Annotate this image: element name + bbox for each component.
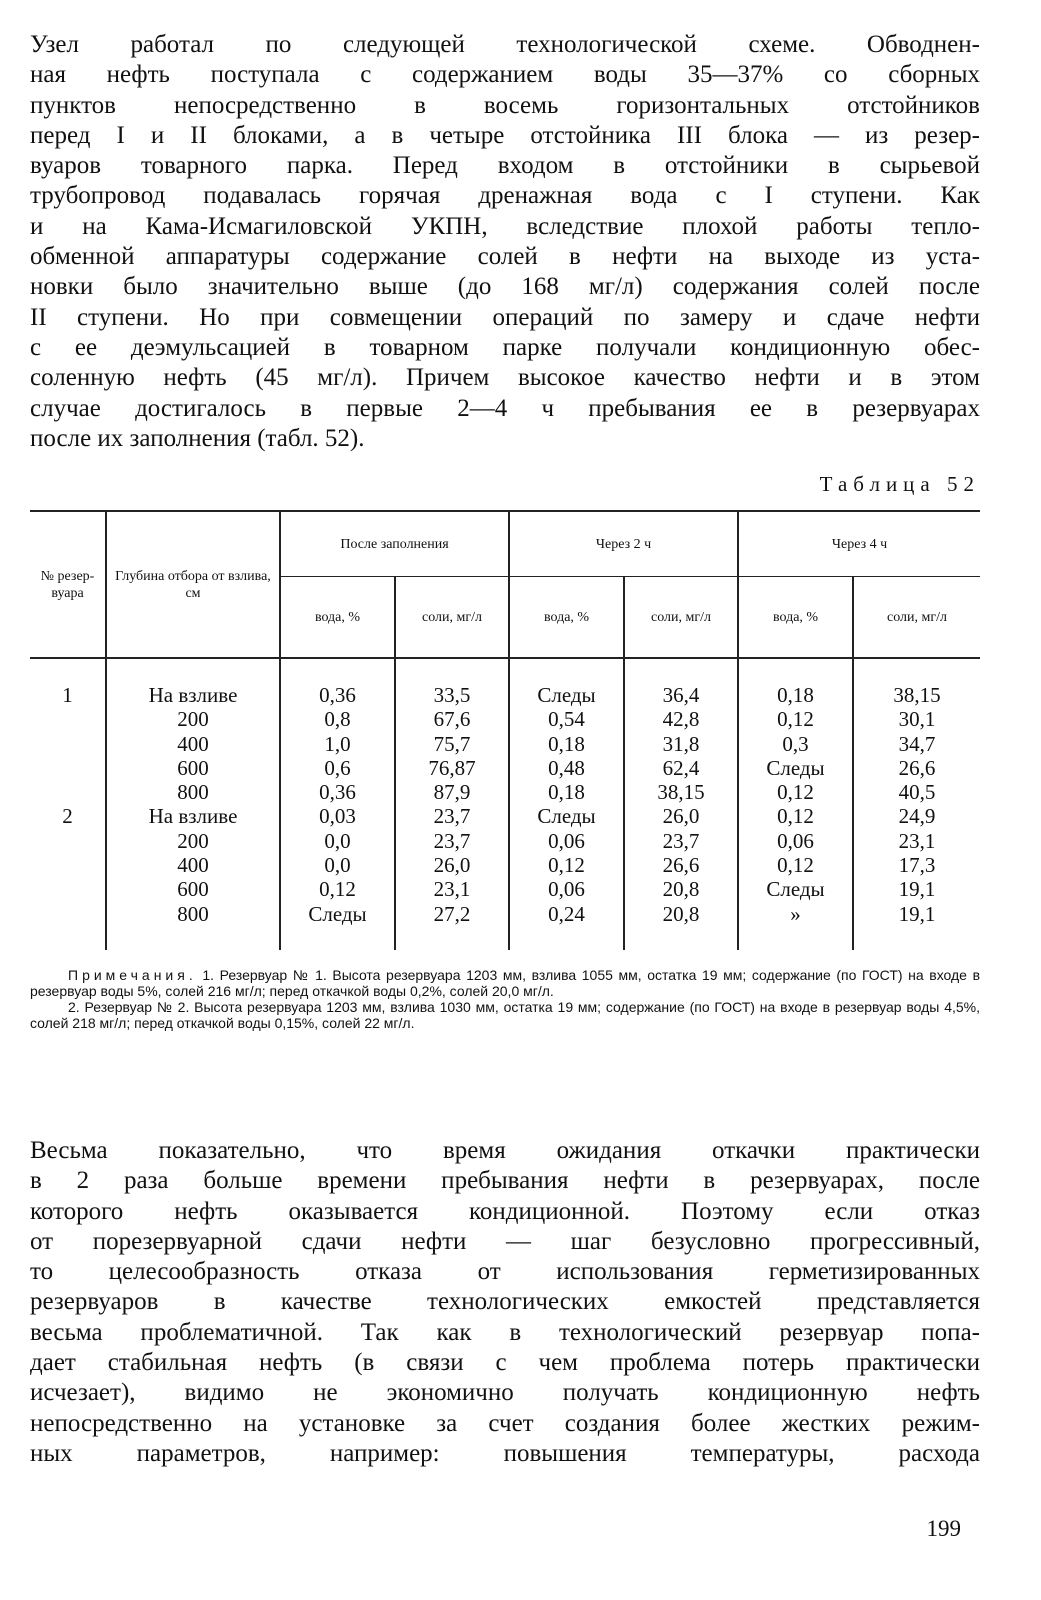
table-row [30, 658, 980, 707]
cell-reservoir [30, 902, 106, 950]
cell-water-4h: 0,12 [738, 804, 853, 828]
text-line: соленную нефть (45 мг/л). Причем высокое качество нефти и в этом [30, 364, 980, 392]
cell-salts-4h: 17,3 [853, 853, 980, 877]
table-row [30, 902, 980, 950]
cell-water-2h: 0,12 [509, 853, 624, 877]
text-line: которого нефть оказывается кондиционной. Поэтому если отказ [30, 1197, 980, 1225]
header-water: вода, % [509, 577, 624, 659]
cell-water-2h: 0,48 [509, 756, 624, 780]
cell-salts-2h: 20,8 [624, 902, 738, 950]
cell-water-2h: 0,18 [509, 732, 624, 756]
text-line: ная нефть поступала с содержанием воды 35—37% со сборных [30, 61, 980, 89]
cell-water-fill: 0,12 [280, 877, 395, 901]
cell-water-4h: 0,3 [738, 732, 853, 756]
cell-salts-2h: 26,0 [624, 804, 738, 828]
text-line: случае достигалось в первые 2—4 ч пребывания ее в резервуарах [30, 394, 980, 422]
cell-salts-fill: 75,7 [395, 732, 509, 756]
text-line: дает стабильная нефть (в связи с чем проблема потерь практически [30, 1349, 980, 1377]
table-row [30, 780, 980, 804]
cell-salts-4h: 23,1 [853, 829, 980, 853]
text-line: Узел работал по следующей технологической схеме. Обводнен- [30, 31, 980, 58]
cell-water-4h: » [738, 902, 853, 950]
text-line: трубопровод подавалась горячая дренажная вода с I ступени. Как [30, 182, 980, 210]
text-line: Весьма показательно, что время ожидания откачки практически [30, 1137, 980, 1164]
cell-water-2h: 0,18 [509, 780, 624, 804]
header-water: вода, % [280, 577, 395, 659]
cell-salts-4h: 19,1 [853, 877, 980, 901]
cell-depth: 200 [106, 829, 280, 853]
text-line: новки было значительно выше (до 168 мг/л) содержания солей после [30, 273, 980, 301]
header-after-4h: Через 4 ч [738, 511, 980, 577]
table-row [30, 804, 980, 828]
cell-salts-2h: 38,15 [624, 780, 738, 804]
table-notes [30, 967, 980, 1031]
cell-water-2h: Следы [509, 804, 624, 828]
cell-depth: На взливе [106, 658, 280, 707]
cell-salts-4h: 24,9 [853, 804, 980, 828]
cell-depth: 600 [106, 756, 280, 780]
cell-water-fill: 0,0 [280, 829, 395, 853]
note-2: 2. Резервуар № 2. Высота резервуара 1203 мм, взлива 1030 мм, остатка 19 мм; содержание (по ГОСТ) на входе в резервуар воды 4,5%, солей 218 мг/л; перед откачкой воды 0,15%, солей 22 мг/л. [30, 999, 980, 1031]
cell-water-2h: Следы [509, 658, 624, 707]
cell-water-4h: Следы [738, 756, 853, 780]
header-salts: соли, мг/л [853, 577, 980, 659]
cell-water-2h: 0,24 [509, 902, 624, 950]
cell-water-fill: Следы [280, 902, 395, 950]
cell-reservoir [30, 829, 106, 853]
cell-reservoir: 2 [62, 804, 73, 829]
header-after-2h: Через 2 ч [509, 511, 738, 577]
table-caption: Таблица 52 [819, 472, 980, 496]
cell-water-fill: 0,0 [280, 853, 395, 877]
note-1: 1. Резервуар № 1. Высота резервуара 1203 мм, взлива 1055 мм, остатка 19 мм; содержание (по ГОСТ) на входе в резервуар воды 5%, солей 216 мг/л; перед откачкой воды 0,2%, солей 20,0 мг/л. [30, 967, 981, 999]
cell-reservoir [30, 780, 106, 804]
cell-reservoir [30, 707, 106, 731]
cell-reservoir [30, 853, 106, 877]
page-number: 199 [926, 1516, 961, 1541]
cell-water-2h: 0,06 [509, 829, 624, 853]
cell-salts-fill: 23,7 [395, 829, 509, 853]
cell-salts-fill: 23,7 [395, 804, 509, 828]
text-line: и на Кама-Исмагиловской УКПН, вследствие плохой работы тепло- [30, 212, 980, 240]
cell-depth: 800 [106, 902, 280, 950]
cell-salts-2h: 36,4 [624, 658, 738, 707]
cell-water-2h: 0,54 [509, 707, 624, 731]
table-row [30, 853, 980, 877]
cell-salts-fill: 33,5 [395, 658, 509, 707]
cell-water-fill: 0,8 [280, 707, 395, 731]
text-line: перед I и II блоками, а в четыре отстойника III блока — из резер- [30, 121, 980, 149]
cell-water-fill: 0,6 [280, 756, 395, 780]
cell-salts-fill: 27,2 [395, 902, 509, 950]
cell-water-4h: 0,12 [738, 707, 853, 731]
text-line: с ее деэмульсацией в товарном парке получали кондиционную обес- [30, 333, 980, 361]
cell-salts-fill: 76,87 [395, 756, 509, 780]
cell-water-2h: 0,06 [509, 877, 624, 901]
table-row [30, 732, 980, 756]
text-line: II ступени. Но при совмещении операций по замеру и сдаче нефти [30, 303, 980, 331]
table-row [30, 707, 980, 731]
cell-salts-4h: 40,5 [853, 780, 980, 804]
cell-depth: На взливе [106, 804, 280, 828]
cell-reservoir [30, 877, 106, 901]
cell-salts-4h: 26,6 [853, 756, 980, 780]
cell-salts-2h: 20,8 [624, 877, 738, 901]
table-body [30, 658, 980, 950]
data-table [30, 510, 980, 950]
table-header [30, 511, 980, 658]
text-line: резервуаров в качестве технологических емкостей представляется [30, 1288, 980, 1316]
header-after-fill: После заполнения [280, 511, 509, 577]
cell-salts-4h: 38,15 [853, 658, 980, 707]
text-line: вуаров товарного парка. Перед входом в отстойники в сырьевой [30, 152, 980, 180]
text-line: от порезервуарной сдачи нефти — шаг безусловно прогрессивный, [30, 1227, 980, 1255]
header-reservoir: № резер-вуара [40, 568, 95, 601]
cell-salts-fill: 87,9 [395, 780, 509, 804]
header-depth: Глубина отбора от взлива, см [106, 511, 280, 658]
cell-depth: 400 [106, 732, 280, 756]
cell-water-4h: Следы [738, 877, 853, 901]
text-line: исчезает), видимо не экономично получать кондиционную нефть [30, 1379, 980, 1407]
cell-salts-4h: 30,1 [853, 707, 980, 731]
cell-depth: 800 [106, 780, 280, 804]
text-line: ных параметров, например: повышения температуры, расхода [30, 1439, 980, 1467]
text-line: обменной аппаратуры содержание солей в нефти на выходе из уста- [30, 243, 980, 271]
cell-water-fill: 0,03 [280, 804, 395, 828]
table-row [30, 756, 980, 780]
header-water: вода, % [738, 577, 853, 659]
text-line: после их заполнения (табл. 52). [30, 424, 365, 452]
cell-salts-2h: 23,7 [624, 829, 738, 853]
cell-salts-2h: 31,8 [624, 732, 738, 756]
cell-salts-2h: 62,4 [624, 756, 738, 780]
cell-salts-4h: 34,7 [853, 732, 980, 756]
header-salts: соли, мг/л [624, 577, 738, 659]
cell-salts-fill: 67,6 [395, 707, 509, 731]
cell-water-4h: 0,06 [738, 829, 853, 853]
notes-label: Примечания. [68, 967, 197, 983]
cell-water-fill: 1,0 [280, 732, 395, 756]
cell-depth: 600 [106, 877, 280, 901]
cell-salts-fill: 26,0 [395, 853, 509, 877]
text-line: весьма проблематичной. Так как в технологический резервуар попа- [30, 1318, 980, 1346]
cell-salts-2h: 42,8 [624, 707, 738, 731]
cell-reservoir: 1 [62, 683, 73, 707]
text-line: то целесообразность отказа от использования герметизированных [30, 1258, 980, 1286]
table-row [30, 829, 980, 853]
text-line: пунктов непосредственно в восемь горизонтальных отстойников [30, 91, 980, 119]
paragraph-conclusion [30, 1136, 980, 1469]
cell-salts-2h: 26,6 [624, 853, 738, 877]
cell-depth: 200 [106, 707, 280, 731]
cell-water-fill: 0,36 [280, 658, 395, 707]
cell-depth: 400 [106, 853, 280, 877]
data-table-wrapper [30, 510, 980, 950]
header-salts: соли, мг/л [395, 577, 509, 659]
cell-water-fill: 0,36 [280, 780, 395, 804]
cell-water-4h: 0,12 [738, 780, 853, 804]
text-line: в 2 раза больше времени пребывания нефти в резервуарах, после [30, 1167, 980, 1195]
cell-reservoir [30, 756, 106, 780]
cell-salts-fill: 23,1 [395, 877, 509, 901]
cell-water-4h: 0,12 [738, 853, 853, 877]
text-line: непосредственно на установке за счет создания более жестких режим- [30, 1409, 980, 1437]
paragraph-intro [30, 30, 980, 454]
table-row [30, 877, 980, 901]
cell-salts-4h: 19,1 [853, 902, 980, 950]
cell-water-4h: 0,18 [738, 658, 853, 707]
cell-reservoir [30, 732, 106, 756]
